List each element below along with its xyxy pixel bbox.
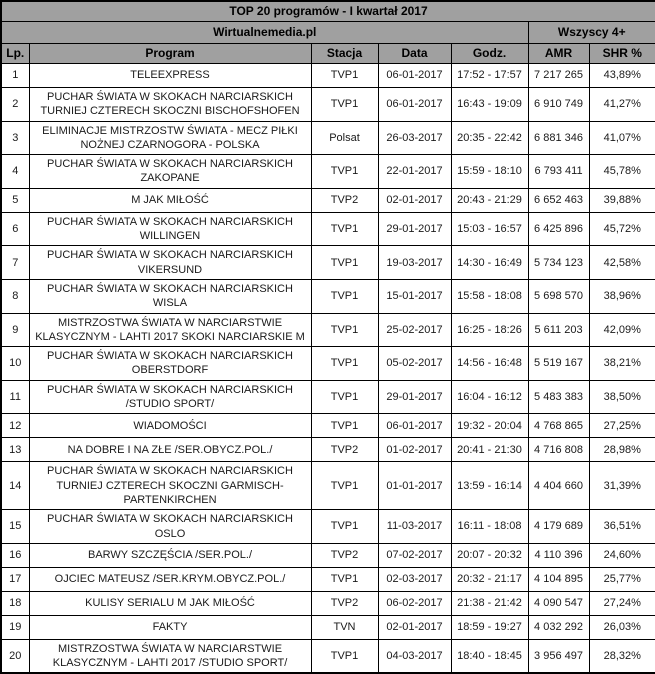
cell-amr: 4 032 292 — [528, 615, 589, 639]
column-header-lp: Lp. — [1, 44, 29, 64]
column-header-program: Program — [29, 44, 311, 64]
cell-amr: 7 217 265 — [528, 64, 589, 88]
cell-godz: 15:58 - 18:08 — [451, 279, 528, 313]
cell-godz: 20:43 - 21:29 — [451, 188, 528, 212]
table-row — [1, 414, 655, 438]
cell-godz: 21:38 - 21:42 — [451, 591, 528, 615]
cell-amr: 4 090 547 — [528, 591, 589, 615]
cell-amr: 5 611 203 — [528, 313, 589, 347]
table-row — [1, 462, 655, 510]
cell-amr: 4 179 689 — [528, 510, 589, 544]
cell-program: PUCHAR ŚWIATA W SKOKACH NARCIARSKICH VIKERSUND — [29, 246, 311, 280]
cell-program: PUCHAR ŚWIATA W SKOKACH NARCIARSKICH ZAKOPANE — [29, 155, 311, 189]
cell-data: 01-01-2017 — [378, 462, 451, 510]
cell-amr: 3 956 497 — [528, 639, 589, 673]
cell-amr: 4 104 895 — [528, 567, 589, 591]
cell-shr: 38,50% — [589, 380, 655, 414]
cell-shr: 43,89% — [589, 64, 655, 88]
cell-data: 07-02-2017 — [378, 543, 451, 567]
cell-lp: 17 — [1, 567, 29, 591]
cell-data: 26-03-2017 — [378, 121, 451, 155]
cell-lp: 10 — [1, 347, 29, 381]
cell-amr: 4 716 808 — [528, 438, 589, 462]
cell-godz: 20:35 - 22:42 — [451, 121, 528, 155]
cell-amr: 6 793 411 — [528, 155, 589, 189]
column-header-godz: Godz. — [451, 44, 528, 64]
cell-lp: 1 — [1, 64, 29, 88]
cell-godz: 18:40 - 18:45 — [451, 639, 528, 673]
cell-godz: 16:11 - 18:08 — [451, 510, 528, 544]
cell-data: 06-01-2017 — [378, 64, 451, 88]
table-row — [1, 510, 655, 544]
table-row — [1, 639, 655, 673]
cell-lp: 13 — [1, 438, 29, 462]
column-header-row — [1, 44, 655, 64]
table-row — [1, 246, 655, 280]
cell-stacja: TVP1 — [311, 212, 378, 246]
cell-stacja: TVP1 — [311, 64, 378, 88]
cell-program: PUCHAR ŚWIATA W SKOKACH NARCIARSKICH /STUDIO SPORT/ — [29, 380, 311, 414]
cell-data: 04-03-2017 — [378, 639, 451, 673]
cell-data: 11-03-2017 — [378, 510, 451, 544]
cell-lp: 3 — [1, 121, 29, 155]
cell-data: 06-01-2017 — [378, 88, 451, 122]
cell-data: 25-02-2017 — [378, 313, 451, 347]
cell-lp: 8 — [1, 279, 29, 313]
cell-godz: 14:56 - 16:48 — [451, 347, 528, 381]
table-row — [1, 567, 655, 591]
cell-data: 02-01-2017 — [378, 188, 451, 212]
audience-group-label: Wszyscy 4+ — [528, 22, 655, 44]
cell-shr: 24,60% — [589, 543, 655, 567]
cell-program: PUCHAR ŚWIATA W SKOKACH NARCIARSKICH WISLA — [29, 279, 311, 313]
cell-data: 22-01-2017 — [378, 155, 451, 189]
cell-shr: 31,39% — [589, 462, 655, 510]
cell-stacja: TVN — [311, 615, 378, 639]
cell-stacja: TVP1 — [311, 88, 378, 122]
cell-program: M JAK MIŁOŚĆ — [29, 188, 311, 212]
table-row — [1, 88, 655, 122]
cell-program: KULISY SERIALU M JAK MIŁOŚĆ — [29, 591, 311, 615]
cell-godz: 15:59 - 18:10 — [451, 155, 528, 189]
cell-lp: 19 — [1, 615, 29, 639]
cell-godz: 14:30 - 16:49 — [451, 246, 528, 280]
cell-stacja: TVP1 — [311, 313, 378, 347]
cell-lp: 18 — [1, 591, 29, 615]
cell-lp: 16 — [1, 543, 29, 567]
cell-stacja: TVP2 — [311, 591, 378, 615]
cell-data: 06-02-2017 — [378, 591, 451, 615]
cell-lp: 20 — [1, 639, 29, 673]
cell-program: FAKTY — [29, 615, 311, 639]
cell-godz: 13:59 - 16:14 — [451, 462, 528, 510]
cell-amr: 6 910 749 — [528, 88, 589, 122]
cell-amr: 6 881 346 — [528, 121, 589, 155]
cell-stacja: TVP1 — [311, 380, 378, 414]
cell-stacja: TVP1 — [311, 155, 378, 189]
cell-stacja: TVP1 — [311, 639, 378, 673]
cell-data: 29-01-2017 — [378, 380, 451, 414]
table-row — [1, 591, 655, 615]
cell-data: 02-03-2017 — [378, 567, 451, 591]
cell-shr: 28,98% — [589, 438, 655, 462]
cell-stacja: TVP1 — [311, 462, 378, 510]
table-row — [1, 615, 655, 639]
column-header-stacja: Stacja — [311, 44, 378, 64]
cell-stacja: TVP1 — [311, 347, 378, 381]
source-label: Wirtualnemedia.pl — [1, 22, 528, 44]
cell-shr: 28,32% — [589, 639, 655, 673]
cell-lp: 7 — [1, 246, 29, 280]
cell-amr: 5 483 383 — [528, 380, 589, 414]
cell-shr: 41,07% — [589, 121, 655, 155]
cell-data: 05-02-2017 — [378, 347, 451, 381]
cell-godz: 15:03 - 16:57 — [451, 212, 528, 246]
cell-stacja: TVP1 — [311, 246, 378, 280]
cell-shr: 26,03% — [589, 615, 655, 639]
cell-lp: 2 — [1, 88, 29, 122]
table-body — [1, 64, 655, 674]
table-row — [1, 347, 655, 381]
cell-data: 01-02-2017 — [378, 438, 451, 462]
column-header-data: Data — [378, 44, 451, 64]
table-row — [1, 188, 655, 212]
cell-godz: 17:52 - 17:57 — [451, 64, 528, 88]
table-row — [1, 380, 655, 414]
cell-amr: 4 404 660 — [528, 462, 589, 510]
cell-amr: 4 768 865 — [528, 414, 589, 438]
cell-data: 15-01-2017 — [378, 279, 451, 313]
cell-lp: 12 — [1, 414, 29, 438]
cell-program: PUCHAR ŚWIATA W SKOKACH NARCIARSKICH OBERSTDORF — [29, 347, 311, 381]
cell-amr: 5 698 570 — [528, 279, 589, 313]
cell-lp: 9 — [1, 313, 29, 347]
cell-shr: 41,27% — [589, 88, 655, 122]
cell-godz: 20:41 - 21:30 — [451, 438, 528, 462]
cell-lp: 6 — [1, 212, 29, 246]
table-row — [1, 64, 655, 88]
cell-program: OJCIEC MATEUSZ /SER.KRYM.OBYCZ.POL./ — [29, 567, 311, 591]
cell-program: TELEEXPRESS — [29, 64, 311, 88]
cell-shr: 42,58% — [589, 246, 655, 280]
cell-shr: 38,21% — [589, 347, 655, 381]
cell-shr: 42,09% — [589, 313, 655, 347]
table-title-row — [1, 1, 655, 22]
cell-godz: 20:32 - 21:17 — [451, 567, 528, 591]
cell-shr: 25,77% — [589, 567, 655, 591]
cell-program: MISTRZOSTWA ŚWIATA W NARCIARSTWIE KLASYCZNYM - LAHTI 2017 /STUDIO SPORT/ — [29, 639, 311, 673]
table-row — [1, 543, 655, 567]
cell-godz: 18:59 - 19:27 — [451, 615, 528, 639]
cell-godz: 16:25 - 18:26 — [451, 313, 528, 347]
cell-godz: 16:04 - 16:12 — [451, 380, 528, 414]
table-row — [1, 155, 655, 189]
table-title: TOP 20 programów - I kwartał 2017 — [1, 1, 655, 22]
cell-shr: 27,24% — [589, 591, 655, 615]
cell-godz: 19:32 - 20:04 — [451, 414, 528, 438]
cell-shr: 45,72% — [589, 212, 655, 246]
cell-lp: 11 — [1, 380, 29, 414]
column-header-amr: AMR — [528, 44, 589, 64]
cell-program: PUCHAR ŚWIATA W SKOKACH NARCIARSKICH WILLINGEN — [29, 212, 311, 246]
cell-program: MISTRZOSTWA ŚWIATA W NARCIARSTWIE KLASYCZNYM - LAHTI 2017 SKOKI NARCIARSKIE M — [29, 313, 311, 347]
cell-data: 29-01-2017 — [378, 212, 451, 246]
cell-program: NA DOBRE I NA ZŁE /SER.OBYCZ.POL./ — [29, 438, 311, 462]
cell-amr: 4 110 396 — [528, 543, 589, 567]
cell-stacja: TVP1 — [311, 567, 378, 591]
cell-stacja: TVP2 — [311, 438, 378, 462]
cell-data: 19-03-2017 — [378, 246, 451, 280]
cell-shr: 36,51% — [589, 510, 655, 544]
cell-stacja: Polsat — [311, 121, 378, 155]
cell-amr: 5 734 123 — [528, 246, 589, 280]
cell-amr: 6 652 463 — [528, 188, 589, 212]
cell-lp: 14 — [1, 462, 29, 510]
cell-lp: 15 — [1, 510, 29, 544]
cell-godz: 20:07 - 20:32 — [451, 543, 528, 567]
cell-stacja: TVP1 — [311, 414, 378, 438]
cell-amr: 6 425 896 — [528, 212, 589, 246]
cell-shr: 27,25% — [589, 414, 655, 438]
table-row — [1, 438, 655, 462]
cell-program: WIADOMOŚCI — [29, 414, 311, 438]
table-row — [1, 121, 655, 155]
table-row — [1, 279, 655, 313]
cell-lp: 4 — [1, 155, 29, 189]
table-subheader-row — [1, 22, 655, 44]
cell-program: ELIMINACJE MISTRZOSTW ŚWIATA - MECZ PIŁKI NOŻNEJ CZARNOGORA - POLSKA — [29, 121, 311, 155]
cell-data: 06-01-2017 — [378, 414, 451, 438]
table-row — [1, 212, 655, 246]
cell-shr: 38,96% — [589, 279, 655, 313]
cell-stacja: TVP1 — [311, 279, 378, 313]
cell-program: PUCHAR ŚWIATA W SKOKACH NARCIARSKICH TURNIEJ CZTERECH SKOCZNI BISCHOFSHOFEN — [29, 88, 311, 122]
cell-program: BARWY SZCZĘŚCIA /SER.POL./ — [29, 543, 311, 567]
column-header-shr: SHR % — [589, 44, 655, 64]
cell-stacja: TVP2 — [311, 188, 378, 212]
cell-stacja: TVP2 — [311, 543, 378, 567]
cell-lp: 5 — [1, 188, 29, 212]
cell-data: 02-01-2017 — [378, 615, 451, 639]
cell-program: PUCHAR ŚWIATA W SKOKACH NARCIARSKICH TURNIEJ CZTERECH SKOCZNI GARMISCH-PARTENKIRCHEN — [29, 462, 311, 510]
cell-shr: 45,78% — [589, 155, 655, 189]
table-row — [1, 313, 655, 347]
cell-godz: 16:43 - 19:09 — [451, 88, 528, 122]
cell-amr: 5 519 167 — [528, 347, 589, 381]
cell-shr: 39,88% — [589, 188, 655, 212]
cell-program: PUCHAR ŚWIATA W SKOKACH NARCIARSKICH OSLO — [29, 510, 311, 544]
cell-stacja: TVP1 — [311, 510, 378, 544]
